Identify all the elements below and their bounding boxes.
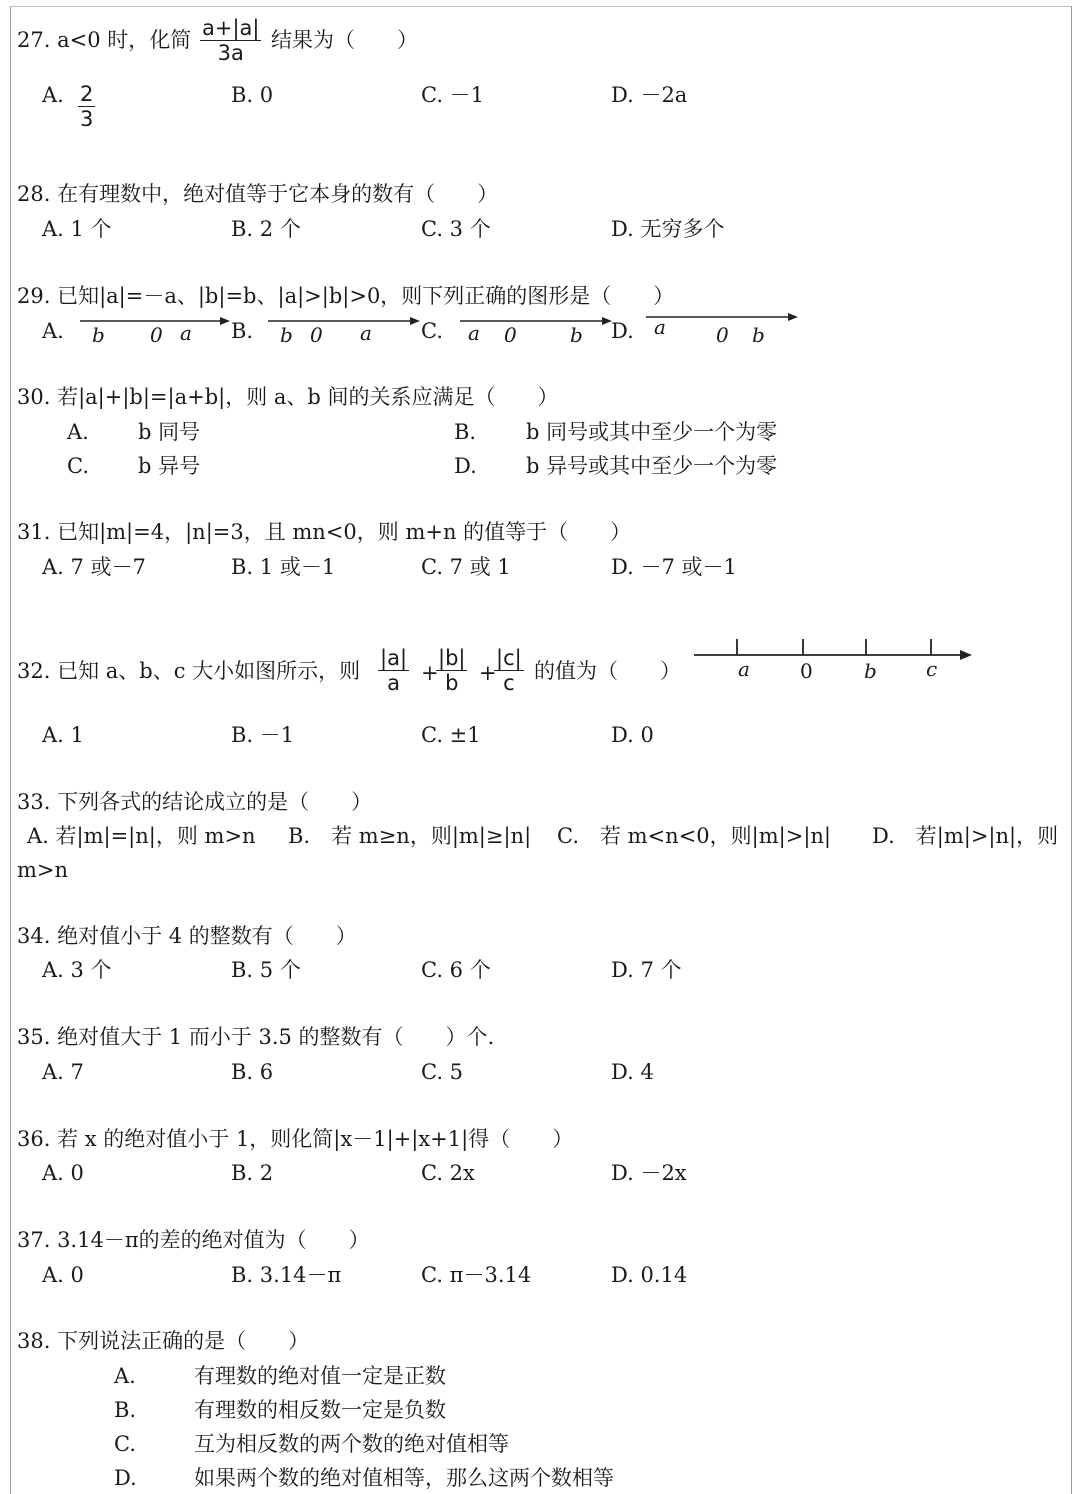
q33-option-a: A. 若|m|=|n|，则 m>n — [27, 824, 256, 848]
q36-stem: 36. 若 x 的绝对值小于 1，则化简|x－1|+|x+1|得（ ） — [17, 1127, 574, 1151]
q29-b-label-1: b — [280, 323, 293, 347]
q32-line-label-b: b — [864, 659, 877, 683]
q37-option-b: B. 3.14－π — [231, 1263, 342, 1287]
q28-option-d: D. 无穷多个 — [611, 217, 725, 241]
q29-b-label-3: a — [360, 321, 372, 345]
q33-stem: 33. 下列各式的结论成立的是（ ） — [17, 790, 373, 814]
q38-option-b-label: B. — [114, 1398, 137, 1422]
q27-fraction-denominator: 3a — [217, 41, 244, 65]
q28-stem: 28. 在有理数中，绝对值等于它本身的数有（ ） — [17, 182, 499, 206]
q37-option-a: A. 0 — [42, 1263, 84, 1287]
q27-option-a-label: A. — [42, 83, 64, 107]
q32-fraction-b — [436, 646, 467, 695]
q34-option-c: C. 6 个 — [421, 958, 491, 982]
q33-option-b: B. 若 m≥n，则|m|≥|n| — [288, 824, 532, 848]
q32-option-b: B. －1 — [231, 723, 295, 747]
q31-option-b: B. 1 或－1 — [231, 555, 336, 579]
q29-option-a-label: A. — [42, 319, 64, 343]
q30-option-b-label: B. — [454, 420, 477, 444]
q32-line-label-a: a — [738, 657, 750, 681]
q29-a-label-3: a — [180, 321, 192, 345]
q32-stem-after: 的值为（ ） — [534, 659, 681, 683]
q38-option-b: 有理数的相反数一定是负数 — [194, 1398, 446, 1422]
q32-stem-before: 32. 已知 a、b、c 大小如图所示，则 — [17, 659, 361, 683]
q32-option-c: C. ±1 — [421, 723, 481, 747]
q33-option-d: D. 若|m|>|n|，则 — [872, 824, 1059, 848]
q30-option-a: b 同号 — [138, 420, 201, 444]
q32-number-line — [694, 634, 974, 684]
q37-option-c: C. π－3.14 — [421, 1263, 532, 1287]
q32-fraction-c-den: c — [503, 671, 515, 695]
q29-d-label-1: a — [654, 315, 666, 339]
q37-stem: 37. 3.14－π的差的绝对值为（ ） — [17, 1228, 370, 1252]
q30-stem: 30. 若|a|+|b|=|a+b|，则 a、b 间的关系应满足（ ） — [17, 385, 559, 409]
q35-stem: 35. 绝对值大于 1 而小于 3.5 的整数有（ ）个. — [17, 1025, 495, 1049]
q27-option-b: B. 0 — [231, 83, 274, 107]
q32-fraction-c — [494, 646, 524, 695]
q29-c-label-1: a — [468, 321, 480, 345]
q31-option-a: A. 7 或－7 — [42, 555, 146, 579]
q38-option-c-label: C. — [114, 1432, 136, 1456]
q32-line-label-0: 0 — [800, 659, 813, 683]
q33-option-d-continued: m>n — [17, 858, 69, 882]
q27-fraction-numerator: a+|a| — [202, 16, 260, 40]
q30-option-c-label: C. — [67, 454, 89, 478]
q29-option-b-label: B. — [231, 319, 254, 343]
q34-option-a: A. 3 个 — [42, 958, 112, 982]
q27-option-a-denominator: 3 — [80, 107, 94, 131]
q34-stem: 34. 绝对值小于 4 的整数有（ ） — [17, 924, 357, 948]
q32-plus-2: + — [479, 661, 497, 685]
q30-option-a-label: A. — [67, 420, 89, 444]
q32-option-d: D. 0 — [611, 723, 654, 747]
q34-option-d: D. 7 个 — [611, 958, 682, 982]
q29-number-line-c — [460, 312, 612, 348]
q28-option-a: A. 1 个 — [42, 217, 112, 241]
q27-option-a-numerator: 2 — [80, 82, 94, 106]
q36-option-a: A. 0 — [42, 1161, 84, 1185]
q29-option-d-label: D. — [611, 319, 634, 343]
q27-stem-after: 结果为（ ） — [271, 28, 418, 52]
worksheet-page — [10, 6, 1072, 1494]
q35-option-d: D. 4 — [611, 1060, 654, 1084]
q29-stem: 29. 已知|a|=－a、|b|=b、|a|>|b|>0，则下列正确的图形是（ ） — [17, 284, 675, 308]
q38-option-a: 有理数的绝对值一定是正数 — [194, 1364, 446, 1388]
q32-option-a: A. 1 — [42, 723, 84, 747]
q30-option-c: b 异号 — [138, 454, 201, 478]
q36-option-c: C. 2x — [421, 1161, 475, 1185]
q27-option-d: D. －2a — [611, 83, 688, 107]
q29-a-label-2: 0 — [150, 323, 163, 347]
q31-stem: 31. 已知|m|=4，|n|=3，且 mn<0，则 m+n 的值等于（ ） — [17, 520, 632, 544]
q29-a-label-1: b — [92, 323, 105, 347]
q37-option-d: D. 0.14 — [611, 1263, 688, 1287]
q27-fraction — [200, 16, 261, 65]
q32-fraction-c-num: |c| — [496, 646, 522, 670]
q29-d-label-3: b — [752, 323, 765, 347]
q29-d-label-2: 0 — [716, 323, 729, 347]
q29-option-c-label: C. — [421, 319, 443, 343]
q29-c-label-3: b — [570, 323, 583, 347]
q38-option-c: 互为相反数的两个数的绝对值相等 — [194, 1432, 509, 1456]
q31-option-d: D. －7 或－1 — [611, 555, 737, 579]
q38-option-a-label: A. — [114, 1364, 136, 1388]
q32-fraction-b-den: b — [445, 671, 459, 695]
q36-option-d: D. －2x — [611, 1161, 687, 1185]
q32-fraction-a-num: |a| — [380, 646, 408, 670]
q32-line-label-c: c — [926, 657, 938, 681]
q30-option-d-label: D. — [454, 454, 477, 478]
q38-option-d: 如果两个数的绝对值相等，那么这两个数相等 — [194, 1466, 614, 1490]
q38-option-d-label: D. — [114, 1466, 137, 1490]
q27-stem-before: 27. a<0 时，化简 — [17, 28, 192, 52]
q31-option-c: C. 7 或 1 — [421, 555, 511, 579]
q35-option-b: B. 6 — [231, 1060, 274, 1084]
q35-option-a: A. 7 — [42, 1060, 84, 1084]
q30-option-d: b 异号或其中至少一个为零 — [526, 454, 778, 478]
q35-option-c: C. 5 — [421, 1060, 464, 1084]
q27-option-a-fraction — [78, 82, 95, 131]
q38-stem: 38. 下列说法正确的是（ ） — [17, 1329, 310, 1353]
q30-option-b: b 同号或其中至少一个为零 — [526, 420, 778, 444]
q36-option-b: B. 2 — [231, 1161, 274, 1185]
q32-fraction-b-num: |b| — [438, 646, 466, 670]
q29-c-label-2: 0 — [504, 323, 517, 347]
q33-option-c: C. 若 m<n<0，则|m|>|n| — [557, 824, 831, 848]
q29-number-line-a — [80, 312, 230, 348]
q29-number-line-d — [646, 310, 798, 350]
q34-option-b: B. 5 个 — [231, 958, 301, 982]
q27-option-c: C. －1 — [421, 83, 485, 107]
q32-fraction-a — [378, 646, 409, 695]
q28-option-b: B. 2 个 — [231, 217, 301, 241]
q32-fraction-a-den: a — [387, 671, 400, 695]
q29-number-line-b — [268, 312, 420, 348]
q29-b-label-2: 0 — [310, 323, 323, 347]
q28-option-c: C. 3 个 — [421, 217, 491, 241]
q32-plus-1: + — [421, 661, 439, 685]
